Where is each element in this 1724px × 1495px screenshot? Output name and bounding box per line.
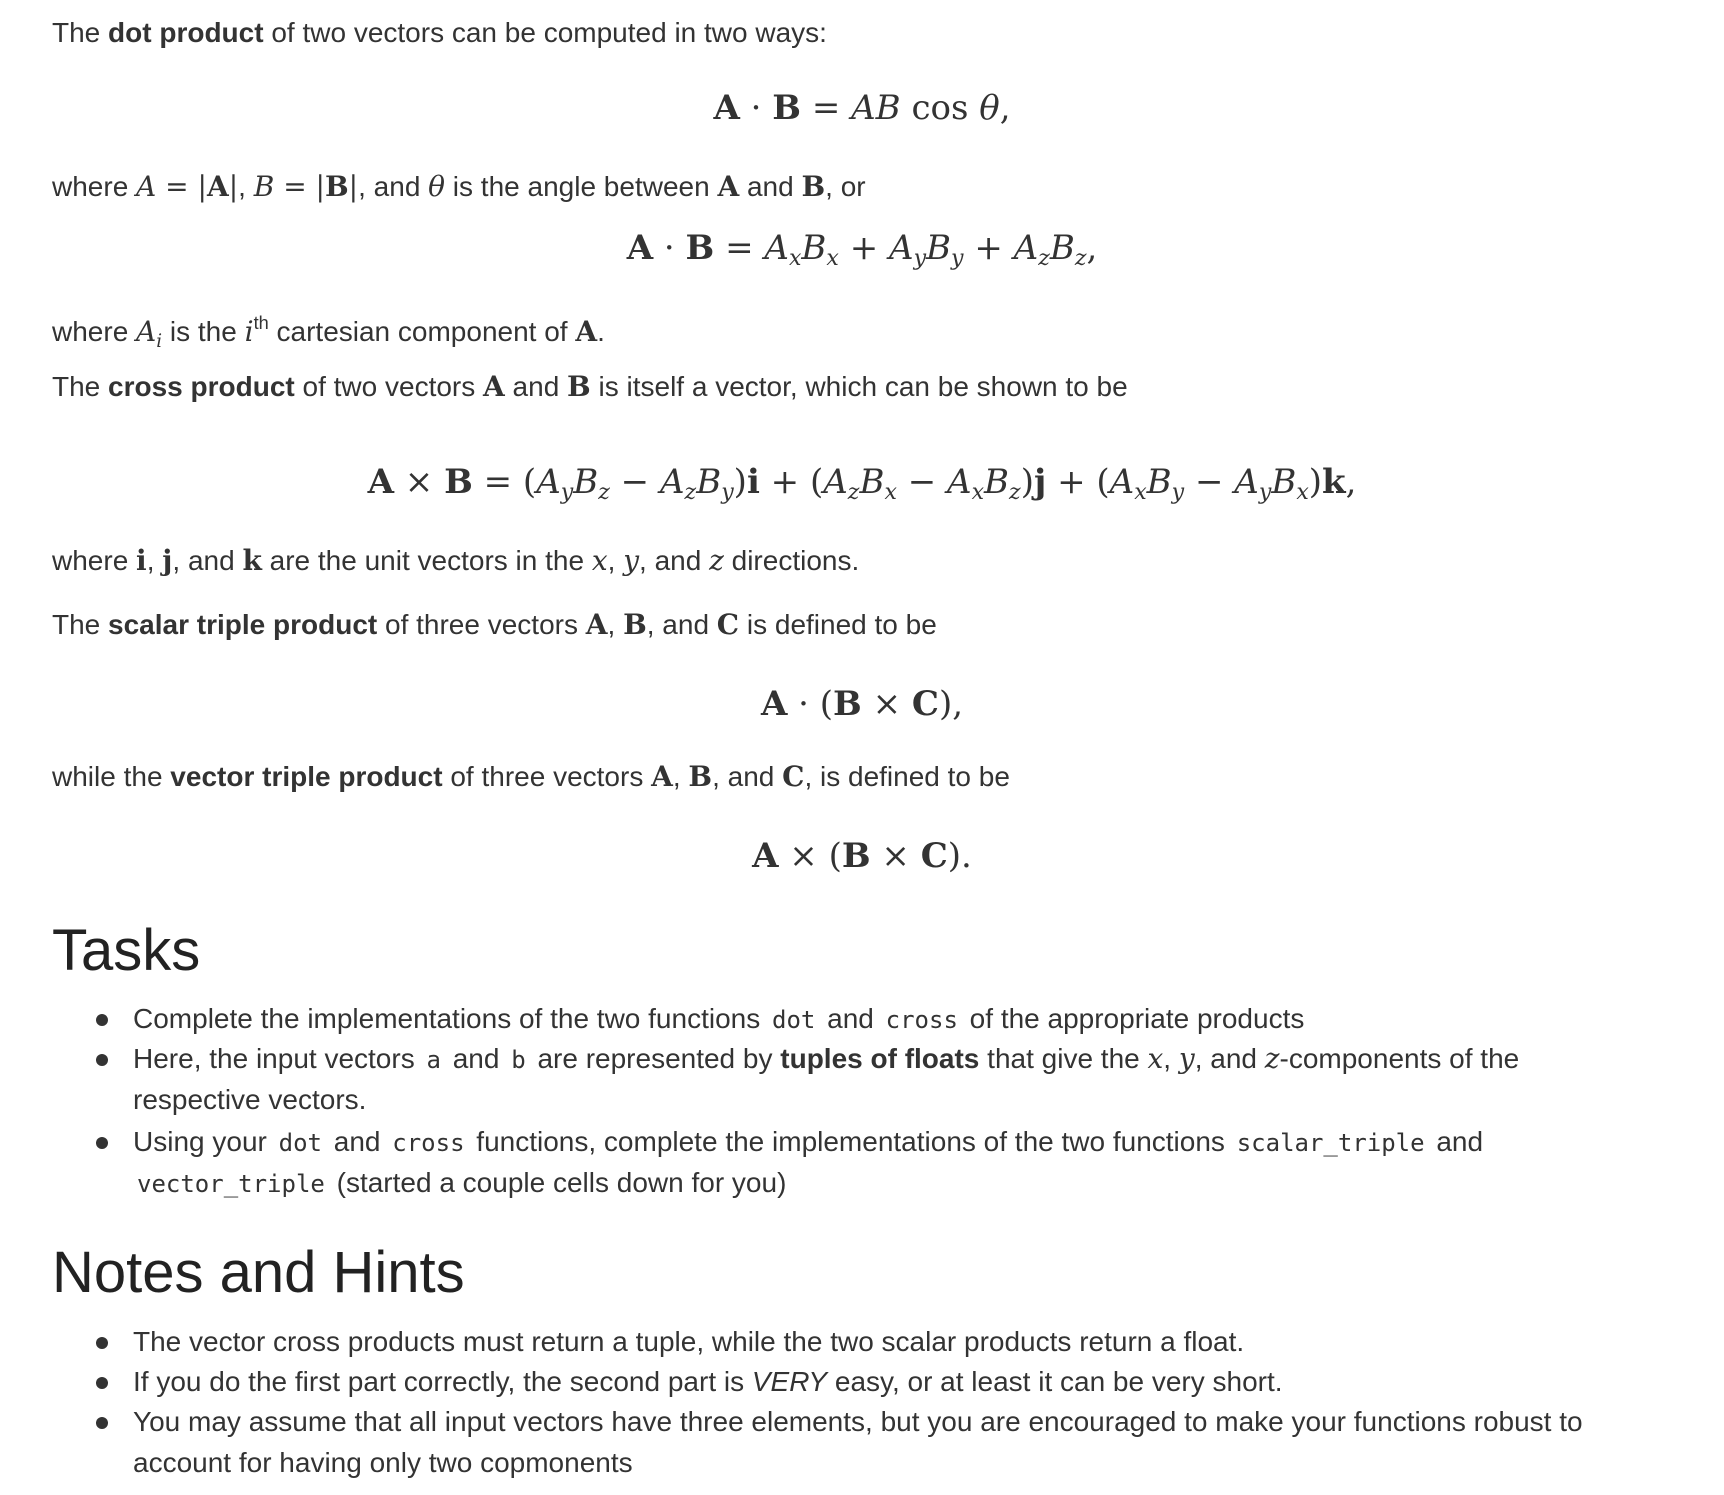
bold-term-scalar-triple-product: scalar triple product (108, 609, 378, 640)
tasks-item-3: Using your dot and cross functions, complete the implementations of the two functions scalar_triple and (133, 1126, 1484, 1157)
tasks-item-3-continued: vector_triple (started a couple cells down for you) (133, 1166, 786, 1201)
math-A-i: $A_i$ (136, 315, 163, 352)
math-A-magnitude: A (136, 170, 157, 203)
equation-cross-product: $A \times B = (A_yB_z - A_zB_y)i + (A_zB_x - A_xB_z)j + (A_xB_y - A_yB_x)k$, (367, 462, 1357, 505)
tasks-item-2-continued: respective vectors. (133, 1084, 367, 1115)
bold-term-vector-triple-product: vector triple product (170, 761, 443, 792)
text: of two vectors can be computed in two ways: (263, 17, 827, 48)
notes-item-3: You may assume that all input vectors have three elements, but you are encouraged to make your functions robust to (133, 1406, 1583, 1437)
code-dot: dot (278, 1129, 322, 1157)
tasks-item-1: Complete the implementations of the two functions dot and cross of the appropriate products (133, 1003, 1305, 1034)
math-vector-A: A (483, 370, 505, 403)
code-scalar-triple: scalar_triple (1236, 1129, 1425, 1157)
bullet (96, 1014, 108, 1026)
code-vector-triple: vector_triple (137, 1170, 325, 1198)
code-a: a (426, 1046, 441, 1074)
text: The (52, 17, 109, 48)
bold-term-dot-product: dot product (108, 17, 264, 48)
math-x: x (591, 544, 608, 577)
bullet (96, 1377, 108, 1389)
equation-vector-triple: A × (B × C). (752, 836, 972, 876)
math-unit-j: j (162, 544, 173, 577)
bullet (96, 1337, 108, 1349)
notes-heading: Notes and Hints (52, 1240, 465, 1305)
notes-item-3-continued: account for having only two copmonents (133, 1447, 633, 1478)
code-cross: cross (885, 1006, 958, 1034)
math-vector-A: A (575, 315, 598, 348)
tasks-heading: Tasks (52, 918, 201, 983)
equation-dot-product-angle: A · B = AB cos θ, (713, 88, 1011, 128)
bullet (96, 1137, 108, 1149)
scalar-triple-intro: The scalar triple product of three vectors A, B, and C is defined to be (52, 608, 937, 641)
tasks-item-2: Here, the input vectors a and b are represented by tuples of floats that give the x, y, and z-components of the (133, 1042, 1520, 1075)
code-cross: cross (392, 1129, 465, 1157)
code-b: b (511, 1046, 526, 1074)
notes-item-2: If you do the first part correctly, the second part is VERY easy, or at least it can be very short. (133, 1366, 1283, 1397)
bullet (96, 1054, 108, 1066)
bold-term-cross-product: cross product (108, 371, 295, 402)
code-dot: dot (772, 1006, 816, 1034)
notes-item-1: The vector cross products must return a tuple, while the two scalar products return a float. (133, 1326, 1245, 1357)
math-vector-A: A (717, 170, 740, 203)
dot-product-intro (52, 16, 827, 50)
equation-dot-product-components: $A \cdot B = A_xB_x + A_yB_y + A_zB_z$, (626, 228, 1098, 271)
where-component-line: where $A_i$ is the $i^{th}$ cartesian component of A. (52, 313, 605, 352)
equation-scalar-triple: A · (B × C), (760, 684, 964, 724)
math-unit-k: k (242, 544, 262, 577)
math-B-magnitude: B (253, 170, 275, 203)
where-magnitudes-line: where A = |A|, B = |B|, and θ is the angle between A and B, or (52, 170, 866, 203)
math-y: y (623, 544, 640, 577)
bold-tuples-of-floats: tuples of floats (780, 1043, 980, 1074)
math-theta: θ (428, 170, 446, 203)
vector-triple-intro: while the vector triple product of three vectors A, B, and C, is defined to be (52, 760, 1010, 793)
math-i: i (244, 315, 254, 348)
where-unit-vectors-line: where i, j, and k are the unit vectors in the x, y, and z directions. (52, 544, 860, 577)
bullet (96, 1417, 108, 1429)
math-z: z (709, 544, 724, 577)
cross-product-intro: The cross product of two vectors A and B is itself a vector, which can be shown to be (52, 370, 1128, 403)
emphasis-very: VERY (751, 1366, 828, 1397)
math-unit-i: i (136, 544, 147, 577)
math-vector-B: B (801, 170, 826, 203)
math-vector-B: B (567, 370, 591, 403)
superscript-th: th (253, 313, 269, 333)
